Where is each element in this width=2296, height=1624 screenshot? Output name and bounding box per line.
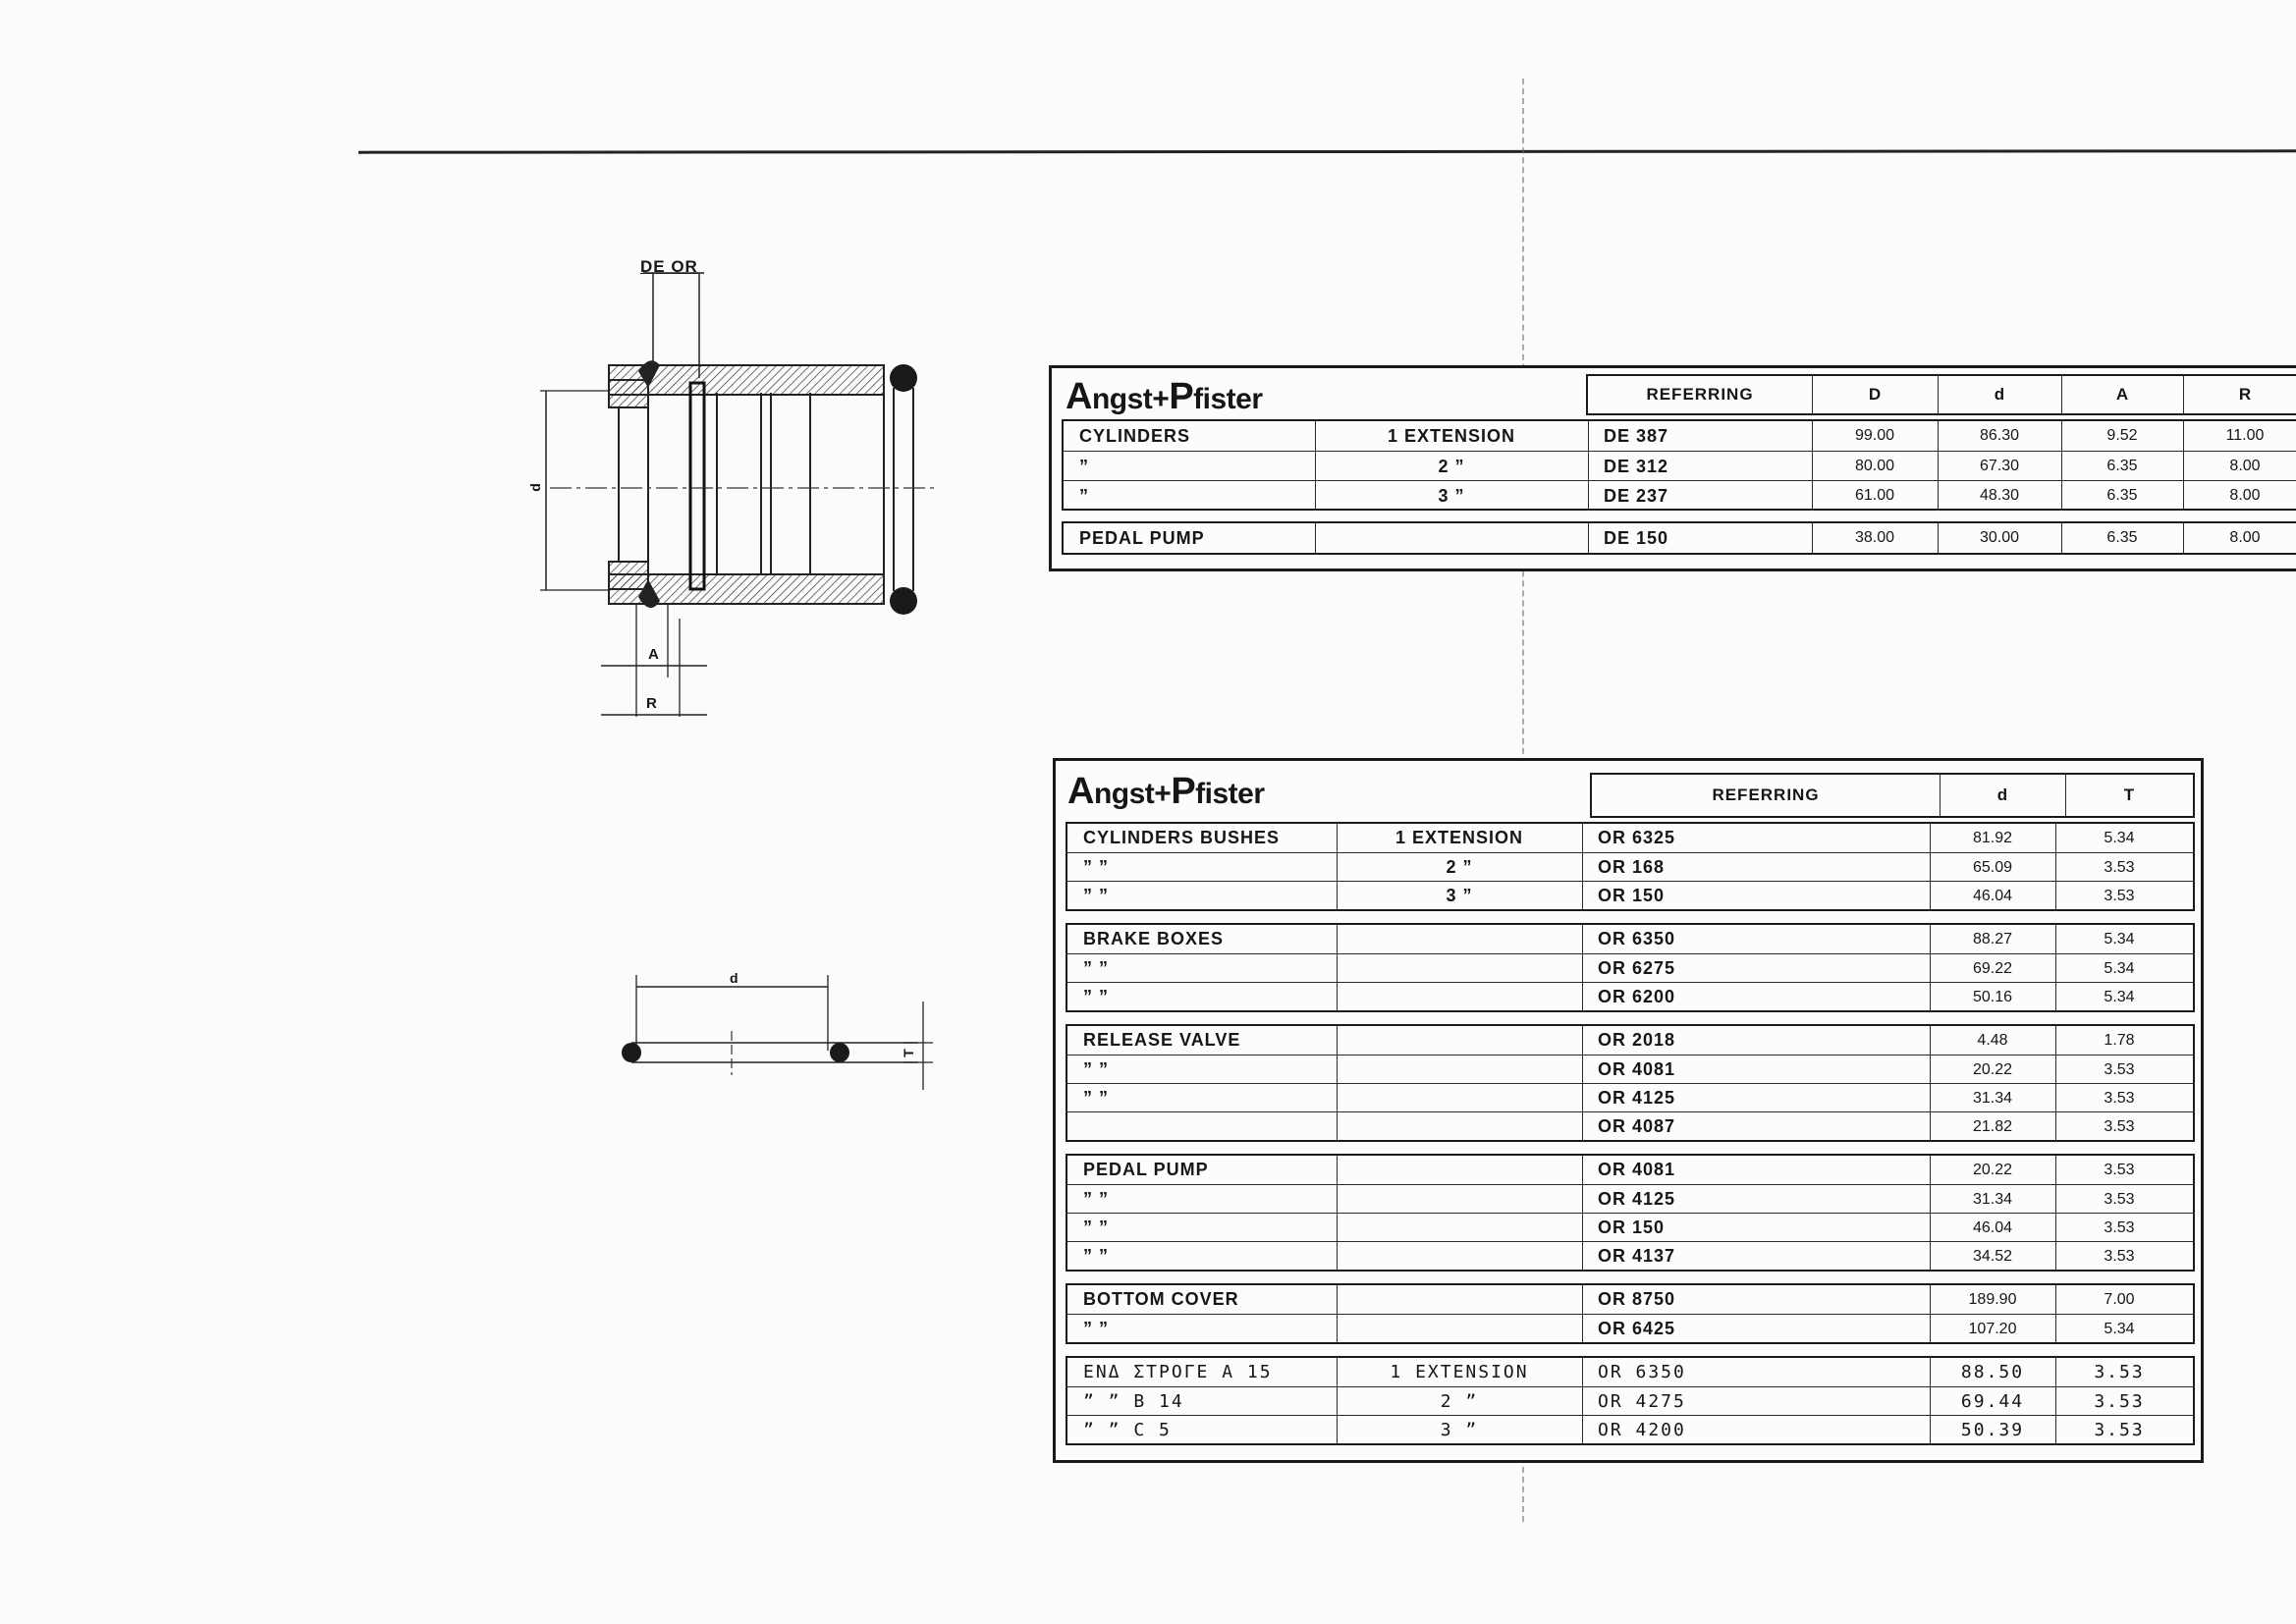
table2-cell-T: 5.34 (2104, 930, 2135, 947)
table2-cell-T: 3.53 (2104, 1060, 2135, 1078)
table1-cell-R: 8.00 (2229, 487, 2261, 504)
table2-cell-d: 50.16 (1972, 988, 2013, 1005)
table1-row (1064, 480, 2296, 511)
table2-row (1067, 1213, 2193, 1242)
table2-cell-ext: 2 ” (1446, 857, 1473, 877)
table2-cell-ext (1337, 925, 1582, 953)
brand-logo: Angst+Pfister (1066, 376, 1263, 417)
table2-cell-ext: 1 EXTENSION (1394, 828, 1524, 847)
label-d: d (526, 482, 543, 492)
table2-cell-ref: OR 4125 (1598, 1189, 1676, 1209)
table2-cell-ext (1337, 1315, 1582, 1343)
table2-row (1067, 1241, 2193, 1271)
table2-cell-d: 81.92 (1972, 829, 2013, 846)
table2-row (1067, 1415, 2193, 1444)
table2-cell-T: 1.78 (2104, 1031, 2135, 1049)
table2-row (1067, 1358, 2193, 1386)
table1-group-cylinders (1062, 419, 2296, 511)
cylinder-dimensions-sheet (1049, 365, 2296, 571)
table2-cell-name: BRAKE BOXES (1083, 929, 1225, 948)
table1-cell-ext: 3 ” (1438, 485, 1465, 506)
label-t: T (900, 1048, 916, 1057)
table2-row (1067, 982, 2193, 1011)
label-r: R (646, 695, 658, 712)
table2-cell-T: 3.53 (2104, 1190, 2135, 1208)
table2-cell-d: 21.82 (1972, 1117, 2013, 1135)
table2-row (1067, 1083, 2193, 1112)
table2-cell-T: 3.53 (2104, 1161, 2135, 1178)
table2-cell-d: 20.22 (1972, 1161, 2013, 1178)
table2-cell-ext (1337, 1112, 1582, 1141)
table2-cell-T: 3.53 (2104, 1247, 2135, 1265)
table1-cell-ref: DE 150 (1604, 527, 1669, 548)
table2-cell-ref: OR 6200 (1598, 987, 1676, 1006)
table2-cell-ext (1337, 1185, 1582, 1214)
label-a: A (648, 646, 660, 663)
table1-cell-A: 6.35 (2106, 487, 2138, 504)
table2-cell-name: ” ” (1083, 886, 1110, 905)
table2-cell-ref: OR 6275 (1598, 958, 1676, 978)
table2-cell-d: 88.50 (1960, 1362, 2025, 1382)
table2-cell-ref: OR 6325 (1598, 828, 1676, 847)
table2-cell-T: 3.53 (2104, 858, 2135, 876)
table1-cell-D: 99.00 (1854, 427, 1895, 444)
table2-cell-ref: OR 6425 (1598, 1319, 1676, 1338)
table2-cell-name: ” ” (1083, 1246, 1110, 1266)
table2-group (1066, 822, 2195, 911)
label-d2: d (730, 970, 739, 986)
table2-cell-name: RELEASE VALVE (1083, 1030, 1241, 1050)
table2-cell-ref: OR 4081 (1598, 1160, 1676, 1179)
table2-row (1067, 953, 2193, 983)
table2-cell-d: 65.09 (1972, 858, 2013, 876)
table2-cell-ext (1337, 1056, 1582, 1084)
header-R: R (2238, 385, 2252, 404)
table2-cell-ref: OR 8750 (1598, 1289, 1676, 1309)
table1-cell-ext (1315, 523, 1588, 553)
table1-cell-A: 6.35 (2106, 458, 2138, 474)
table2-cell-name: CYLINDERS BUSHES (1083, 828, 1281, 847)
table2-cell-ref: OR 6350 (1598, 1362, 1686, 1382)
table2-row (1067, 1111, 2193, 1141)
table2-cell-name: ” ” (1083, 857, 1110, 877)
table1-cell-ref: DE 387 (1604, 425, 1669, 446)
table2-row (1067, 1026, 2193, 1055)
table2-row (1067, 1055, 2193, 1084)
table1-cell-A: 6.35 (2106, 529, 2138, 546)
table2-cell-T: 3.53 (2094, 1362, 2145, 1382)
table2-cell-ext (1337, 983, 1582, 1011)
table2-cell-d: 189.90 (1968, 1290, 2017, 1308)
table1-cell-d: 86.30 (1979, 427, 2020, 444)
table2-row (1067, 1184, 2193, 1214)
table2-cell-T: 3.53 (2094, 1420, 2145, 1440)
table2-cell-d: 31.34 (1972, 1089, 2013, 1107)
header-referring-2: REFERRING (1712, 785, 1820, 804)
table2-cell-ref: OR 150 (1598, 1218, 1666, 1237)
table2-cell-ext (1337, 1242, 1582, 1271)
table1-cell-name: CYLINDERS (1079, 425, 1191, 446)
brand-logo-2: Angst+Pfister (1067, 771, 1265, 812)
table2-cell-name: ” ” (1083, 1088, 1110, 1108)
table2-cell-T: 3.53 (2104, 1218, 2135, 1236)
table1-cell-R: 8.00 (2229, 529, 2261, 546)
table1-cell-D: 38.00 (1854, 529, 1895, 546)
table2-cell-name: PEDAL PUMP (1083, 1160, 1209, 1179)
table1-group-pedal-pump (1062, 521, 2296, 555)
table2-cell-d: 31.34 (1972, 1190, 2013, 1208)
table2-row (1067, 824, 2193, 852)
table1-cell-name: ” (1079, 456, 1089, 476)
table2-cell-ref: OR 4275 (1598, 1391, 1686, 1412)
table2-cell-ref: OR 4087 (1598, 1116, 1676, 1136)
table2-cell-T: 3.53 (2104, 1089, 2135, 1107)
header-T: T (2123, 785, 2135, 804)
header-referring: REFERRING (1646, 385, 1754, 404)
table2-cell-d: 69.22 (1972, 959, 2013, 977)
o-ring-dimensions-sheet (1053, 758, 2204, 1463)
table1-cell-D: 80.00 (1854, 458, 1895, 474)
table2-cell-T: 5.34 (2104, 1320, 2135, 1337)
table1-cell-d: 30.00 (1979, 529, 2020, 546)
table2-cell-ext: 3 ” (1446, 886, 1473, 905)
table1-cell-name: PEDAL PUMP (1079, 527, 1205, 548)
table2-cell-T: 5.34 (2104, 988, 2135, 1005)
label-de-or: DE OR (640, 257, 698, 276)
table2-group (1066, 1283, 2195, 1344)
table2-group (1066, 1024, 2195, 1142)
table2-cell-ref: OR 4125 (1598, 1088, 1676, 1108)
table2-cell-ref: OR 2018 (1598, 1030, 1676, 1050)
table2-cell-ext (1337, 954, 1582, 983)
table2-group (1066, 923, 2195, 1012)
table2-group (1066, 1154, 2195, 1272)
table2-cell-name: ΕΝΔ ΣΤΡΟΓΕ A 15 (1083, 1362, 1273, 1382)
table1-row (1064, 451, 2296, 481)
table2-cell-ext: 1 EXTENSION (1390, 1362, 1529, 1382)
table2-cell-d: 34.52 (1972, 1247, 2013, 1265)
table2-row (1067, 925, 2193, 953)
table2-cell-name (1067, 1112, 1337, 1141)
table2-cell-T: 3.53 (2104, 887, 2135, 904)
table2-cell-d: 20.22 (1972, 1060, 2013, 1078)
table2-cell-ext: 3 ” (1440, 1420, 1479, 1440)
table2-cell-ext (1337, 1156, 1582, 1184)
table2-cell-ref: OR 4081 (1598, 1059, 1676, 1079)
table2-group (1066, 1356, 2195, 1445)
table2-cell-ref: OR 150 (1598, 886, 1666, 905)
table2-row (1067, 1285, 2193, 1314)
table2-cell-name: ” ” (1083, 987, 1110, 1006)
table2-cell-name: ” ” (1083, 1319, 1110, 1338)
table2-cell-T: 7.00 (2104, 1290, 2135, 1308)
table1-header (1586, 374, 2296, 415)
table1-cell-name: ” (1079, 485, 1089, 506)
table2-row (1067, 852, 2193, 882)
header-d-2: d (1996, 785, 2008, 804)
table1-cell-ref: DE 237 (1604, 485, 1669, 506)
table2-cell-ext: 2 ” (1440, 1391, 1479, 1412)
table2-cell-ref: OR 6350 (1598, 929, 1676, 948)
table2-cell-d: 4.48 (1977, 1031, 2008, 1049)
table2-cell-name: ” ” C 5 (1083, 1420, 1172, 1440)
table1-cell-d: 67.30 (1979, 458, 2020, 474)
table1-row (1064, 523, 2296, 553)
header-A: A (2115, 385, 2129, 404)
table2-row (1067, 881, 2193, 910)
table2-cell-ext (1337, 1026, 1582, 1055)
table2-row (1067, 1156, 2193, 1184)
table2-cell-d: 50.39 (1960, 1420, 2025, 1440)
table2-cell-ref: OR 4200 (1598, 1420, 1686, 1440)
table2-cell-ext (1337, 1214, 1582, 1242)
table1-cell-A: 9.52 (2106, 427, 2138, 444)
table2-cell-name: BOTTOM COVER (1083, 1289, 1239, 1309)
table2-cell-d: 69.44 (1960, 1391, 2025, 1412)
table2-cell-T: 3.53 (2104, 1117, 2135, 1135)
table2-cell-name: ” ” (1083, 1189, 1110, 1209)
table2-cell-name: ” ” (1083, 1218, 1110, 1237)
table2-cell-ext (1337, 1285, 1582, 1314)
table1-cell-d: 48.30 (1979, 487, 2020, 504)
table2-row (1067, 1386, 2193, 1416)
table2-cell-d: 88.27 (1972, 930, 2013, 947)
table1-cell-R: 11.00 (2225, 427, 2265, 444)
table2-cell-ref: OR 4137 (1598, 1246, 1676, 1266)
table1-cell-R: 8.00 (2229, 458, 2261, 474)
table2-cell-d: 107.20 (1968, 1320, 2017, 1337)
table2-cell-T: 5.34 (2104, 829, 2135, 846)
table2-cell-d: 46.04 (1972, 887, 2013, 904)
table2-cell-name: ” ” (1083, 958, 1110, 978)
table2-cell-ext (1337, 1084, 1582, 1112)
table2-cell-T: 3.53 (2094, 1391, 2145, 1412)
table1-cell-ext: 2 ” (1438, 456, 1465, 476)
table1-cell-ref: DE 312 (1604, 456, 1669, 476)
table2-cell-ref: OR 168 (1598, 857, 1666, 877)
table1-cell-D: 61.00 (1854, 487, 1895, 504)
table2-row (1067, 1314, 2193, 1343)
table1-row (1064, 421, 2296, 451)
table2-cell-d: 46.04 (1972, 1218, 2013, 1236)
table2-cell-name: ” ” B 14 (1083, 1391, 1184, 1412)
table2-cell-T: 5.34 (2104, 959, 2135, 977)
table1-cell-ext: 1 EXTENSION (1387, 425, 1516, 446)
header-d: d (1994, 385, 2005, 404)
table2-header (1590, 773, 2195, 818)
table2-cell-name: ” ” (1083, 1059, 1110, 1079)
header-D: D (1868, 385, 1882, 404)
